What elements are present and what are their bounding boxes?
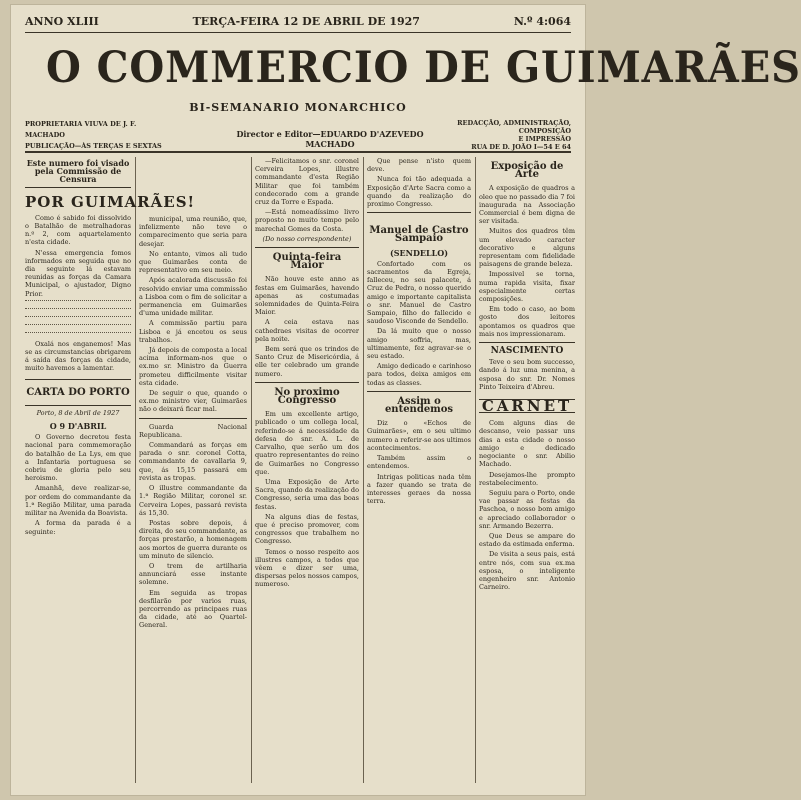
publication-info xyxy=(25,119,571,149)
censorship-note: Este numero foi visado pela Commissão de Censura xyxy=(26,158,130,185)
article-paragraph: municipal, uma reunião, que, infelizmente não teve o comparecimento que seria para desejar. xyxy=(139,215,247,248)
article-paragraph: N'essa emergencia fomos informados em seguida que no dia seguinte lá estavam reunidas as forças da Camara Municipal, o ajustador, Digno Prior. xyxy=(25,248,131,298)
article-paragraph: Postas sobre depois, á direita, do seu commandante, as forças prestarão, a homenagem aos mortos de guerra durante os um minuto de silencio. xyxy=(139,518,248,560)
column-4 xyxy=(367,157,471,785)
letter-section xyxy=(25,379,131,406)
heading-obituary: Manuel de Castro Sampaio xyxy=(369,225,469,245)
column-2 xyxy=(139,157,247,785)
director: Director e Editor—EDUARDO D'AZEVEDO MACHADO xyxy=(236,129,424,149)
article-paragraph: Nunca foi tão adequada a Exposição d'Arte Sacra como a quando da realização do proximo Congresso. xyxy=(367,175,471,209)
article-paragraph: Que Deus se ampare do estado da estimada enferma. xyxy=(479,531,575,549)
proprietor: PROPRIETARIA VIUVA DE J. F. MACHADO xyxy=(25,120,137,139)
header-rule xyxy=(25,151,571,153)
letter-date-heading: O 9 D'ABRIL xyxy=(49,421,107,432)
article-paragraph: Em seguida as tropas desfilarão por varios ruas, percorrendo as principaes ruas da cidade, até ao Quartel-General. xyxy=(139,588,247,630)
article-paragraph: Também assim o entendemos. xyxy=(367,454,471,471)
article-paragraph: —Está nomeadíssimo livro proposto no muito tempo pelo marechal Gomes da Costa. xyxy=(255,208,359,233)
column-separator xyxy=(363,157,364,783)
article-paragraph: Que pense n'isto quem deve. xyxy=(367,157,471,174)
article-paragraph: Na alguns dias de festas, que é preciso promover, com congressos que trabalhem no Congresso. xyxy=(255,512,359,546)
article-paragraph: Temos o nosso respeito aos illustres campos, a todos que vêem e dizer ser uma, dispersas pelos nossos campos, numeroso. xyxy=(255,547,359,589)
article-paragraph: A commissão partiu para Lisboa e já encetou os seus trabalhos. xyxy=(139,319,247,344)
column-separator xyxy=(251,157,252,783)
dateline xyxy=(25,15,571,29)
heading-assim-o-entendemos: Assim o entendemos xyxy=(384,395,454,416)
article-paragraph: Após acalorada discussão foi resolvido enviar uma commissão a Lisboa com o fim de solicitar a permanencia em Guimarães d'uma unidade militar. xyxy=(139,276,247,318)
article-paragraph: Bem será que os trindos de Santo Cruz de Misericórdia, á elle ter celebrado um grande numero. xyxy=(255,345,359,378)
article-paragraph: Da lá muito que o nosso amigo soffria, mas, ultimamente, fez agravar-se o seu estado. xyxy=(367,327,471,361)
article-paragraph: Como é sabido foi dissolvido o Batalhão de metralhadoras n.º 2, com aquartelamento n'esta cidade. xyxy=(25,213,131,247)
article-paragraph: Em todo o caso, ao bom gosto dos leitores apontamos os quadros que mais nos impressionaram. xyxy=(479,305,575,338)
top-rule xyxy=(25,32,571,33)
newspaper-page xyxy=(10,4,801,796)
issue-date: TERÇA-FEIRA 12 DE ABRIL DE 1927 xyxy=(192,15,420,28)
article-paragraph: Muitos dos quadros têm um elevado caracter decorativo e alguns representam com fidelidade paisagens de grande beleza. xyxy=(479,227,575,269)
article-paragraph: Teve o seu bom successo, dando á luz uma menina, a esposa do snr. Dr. Nomes Pinto Teixeira d'Abreu. xyxy=(479,358,575,391)
article-paragraph: O Governo decretou festa nacional para commemoração do batalhão de La Lys, em que a Infantaria portuguesa se cobriu de gloria pelo seu heroismo. xyxy=(25,433,131,483)
redaction-line-3: RUA DE D. JOÃO I—54 E 64 xyxy=(471,143,571,151)
letter-title: CARTA DO PORTO xyxy=(26,386,130,398)
article-paragraph: Não houve este anno as festas em Guimarães, havendo apenas as costumadas solemnidades de Quinta-Feira Maior. xyxy=(255,275,359,317)
article-paragraph: De seguir o que, quando o ex.mo ministro vier, Guimarães não o deixará ficar mal. xyxy=(139,389,247,414)
heading-exposicao-de-arte: Exposição de Arte xyxy=(490,161,564,181)
obituary-subtitle: (SENDELLO) xyxy=(389,247,448,258)
article-paragraph: A ceia estava nas cathedraes visitas de ocorrer pela noite. xyxy=(255,318,359,343)
article-paragraph: Impossivel se torna, numa rapida visita, fixar especialmente certas composições. xyxy=(479,270,575,304)
article-paragraph: Oxalá nos enganemos! Mas se as circumstancias obrigarem á saída das forças da cidade, muito havemos a lamentar. xyxy=(25,339,131,373)
article-paragraph: No entanto, vimos ali tudo que Guimarães conta de representativo em seu meio. xyxy=(139,249,247,275)
article-paragraph: A forma da parada é a seguinte: xyxy=(25,519,131,536)
article-paragraph: O trem de artilharia annunciará esse instante solemne. xyxy=(139,561,247,587)
column-separator xyxy=(475,157,476,783)
article-paragraph: Seguiu para o Porto, onde vae passar as festas da Paschoa, o nosso bom amigo e apreciado collaborador o snr. Armando Bezerra. xyxy=(479,488,575,530)
anno-label: ANNO XLIII xyxy=(25,15,99,28)
heading-quinta-feira-maior: Quinta-feira Maior xyxy=(272,252,342,272)
correspondent-signature: (Do nosso correspondente) xyxy=(262,234,352,243)
article-paragraph: Amanhã, deve realizar-se, por ordem do commandante da 1.ª Região Militar, uma parada militar na Avenida da Boavista. xyxy=(25,484,131,518)
article-paragraph: —Felicitamos o snr. coronel Cerveira Lopes, illustre commandante d'esta Região Militar que foi também condecorado com a grande cruz da Torre e Espada. xyxy=(255,157,359,207)
article-paragraph: Uma Exposição de Arte Sacra, quando da realização do Congresso, seria uma das boas festas. xyxy=(255,477,359,511)
censored-block xyxy=(25,300,131,308)
article-paragraph: Intrigas politicas nada têm a fazer quando se trata de interesses geraes da nossa terra. xyxy=(367,472,471,506)
masthead-title: O COMMERCIO DE GUIMARÃES xyxy=(45,43,801,93)
article-paragraph: Confortado com os sacramentos da Egreja, falleceu, no seu palacete, á Cruz de Pedra, o nosso querido amigo e importante capitalista o snr. Manuel de Castro Sampaio, filho do fallecido e saudoso Visconde de Sendello. xyxy=(367,259,471,326)
heading-carnet: CARNET xyxy=(479,399,575,413)
column-5 xyxy=(479,157,575,785)
masthead-subtitle: BI-SEMANARIO MONARCHICO xyxy=(189,101,407,114)
article-paragraph: O illustre commandante da 1.ª Região Militar, coronel sr. Cerveira Lopes, passará revista ás 15,30. xyxy=(139,484,247,517)
redaction-line-2: E IMPRESSÃO xyxy=(518,135,571,143)
redaction-line-1: REDACÇÃO, ADMINISTRAÇÃO, COMPOSIÇÃO xyxy=(457,119,571,135)
article-paragraph: Diz o «Echos de Guimarães», em o seu ultimo numero a referir-se aos ultimos acontecimentos. xyxy=(367,419,471,452)
issue-number: N.º 4:064 xyxy=(513,15,571,28)
article-paragraph: Em um excellente artigo, publicado o um collega local, referindo-se á necessidade da defesa do snr. A. L. de Carvalho, que serão um dos quatro representantes do reino de Guimarães no Congresso que. xyxy=(255,410,359,476)
article-paragraph: De visita a seus pais, está entre nós, com sua ex.ma esposa, o inteligente engenheiro snr. Antonio Carneiro. xyxy=(479,550,575,592)
column-separator xyxy=(135,157,136,783)
article-paragraph: Commandará as forças em parada o snr. coronel Cotta, commandante de cavallaria 9, que, ás 15,15 passará em revista as tropas. xyxy=(139,441,247,482)
article-paragraph: Guarda Nacional Republicana. xyxy=(139,422,247,439)
headline-por-guimaraes: POR GUIMARÃES! xyxy=(25,192,196,211)
column-3 xyxy=(255,157,359,785)
letter-place: Porto, 8 de Abril de 1927 xyxy=(36,408,120,417)
heading-proximo-congresso: No proximo Congresso xyxy=(274,386,340,407)
article-paragraph: Amigo dedicado e carinhoso para todos, deixa amigos em todas as classes. xyxy=(367,362,471,387)
article-paragraph: A exposição de quadros a oleo que no passado dia 7 foi inaugurada na Associação Commercial é bem digna de ser visitada. xyxy=(479,184,575,226)
publication-schedule: PUBLICAÇÃO—ÀS TERÇAS E SEXTAS xyxy=(25,142,162,150)
article-paragraph: Já depois de composta a local acima informam-nos que o ex.mo sr. Ministro da Guerra prometeu difficilmente visitar esta cidade. xyxy=(139,346,247,387)
article-paragraph: Desejamos-lhe prompto restabelecimento. xyxy=(479,470,575,487)
heading-nascimento: NASCIMENTO xyxy=(490,346,564,357)
article-paragraph: Com alguns dias de descanso, veio passar uns dias a esta cidade o nosso amigo e dedicado negociante o snr. Abilio Machado. xyxy=(479,419,575,469)
